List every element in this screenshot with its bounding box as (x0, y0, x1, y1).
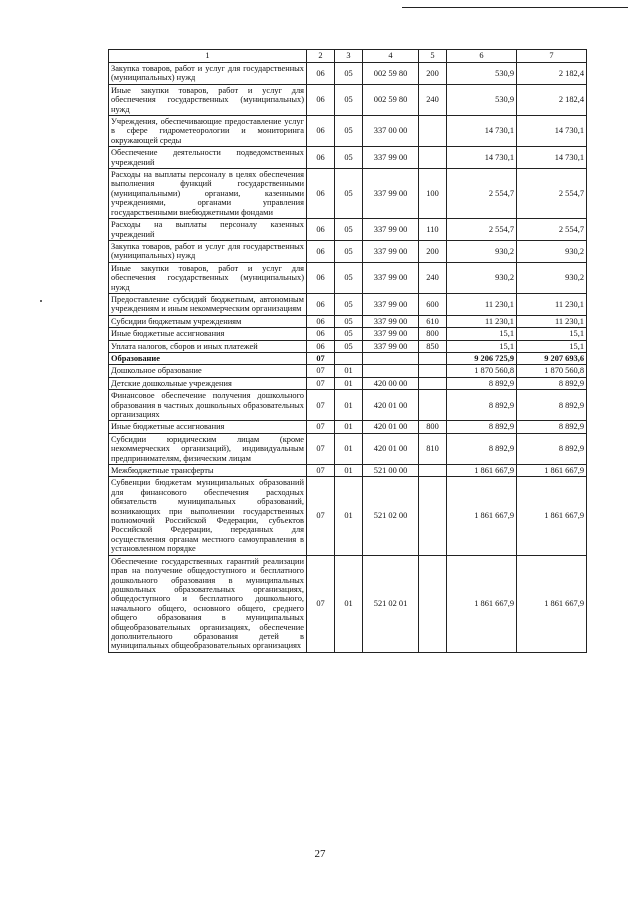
row-name: Межбюджетные трансферты (109, 465, 307, 477)
amount-year-1: 8 892,9 (447, 390, 517, 421)
table-row (109, 169, 587, 219)
amount-year-2: 11 230,1 (517, 315, 587, 327)
row-name: Иные бюджетные ассигнования (109, 421, 307, 433)
amount-year-1: 8 892,9 (447, 421, 517, 433)
amount-year-2: 2 554,7 (517, 219, 587, 241)
amount-year-2: 9 207 693,6 (517, 352, 587, 364)
section-code: 07 (307, 365, 335, 377)
amount-year-1: 14 730,1 (447, 116, 517, 147)
amount-year-2: 8 892,9 (517, 433, 587, 464)
scan-speck (40, 300, 42, 302)
amount-year-1: 1 861 667,9 (447, 465, 517, 477)
expense-type-code: 810 (419, 433, 447, 464)
row-name: Детские дошкольные учреждения (109, 377, 307, 389)
expense-type-code: 200 (419, 240, 447, 262)
subsection-code: 05 (335, 147, 363, 169)
amount-year-2: 14 730,1 (517, 116, 587, 147)
row-name: Субвенции бюджетам муниципальных образований для финансового обеспечения расходных обязательств муниципальных образований, возникающих при выполнении государственных полномочий Российской Федерации, субъектов Российской Федерации, переданных для осуществления органам местного самоуправления в установленном порядке (109, 477, 307, 555)
subsection-code: 01 (335, 465, 363, 477)
amount-year-2: 8 892,9 (517, 377, 587, 389)
expense-type-code (419, 365, 447, 377)
expense-type-code: 240 (419, 84, 447, 115)
col-header: 6 (447, 50, 517, 63)
col-header: 7 (517, 50, 587, 63)
subsection-code: 01 (335, 390, 363, 421)
table-row (109, 315, 587, 327)
row-name: Закупка товаров, работ и услуг для государственных (муниципальных) нужд (109, 63, 307, 85)
row-name: Уплата налогов, сборов и иных платежей (109, 340, 307, 352)
row-name: Расходы на выплаты персоналу в целях обеспечения выполнения функций государственными (муниципальными) органами, казенными учреждениями, органами управления государственными внебюджетными фондами (109, 169, 307, 219)
expense-type-code: 610 (419, 315, 447, 327)
row-name: Иные бюджетные ассигнования (109, 328, 307, 340)
amount-year-2: 930,2 (517, 240, 587, 262)
amount-year-1: 11 230,1 (447, 315, 517, 327)
table-row (109, 219, 587, 241)
amount-year-1: 1 861 667,9 (447, 477, 517, 555)
section-code: 06 (307, 315, 335, 327)
section-code: 06 (307, 147, 335, 169)
row-name: Обеспечение государственных гарантий реализации прав на получение общедоступного и бесплатного дошкольного образования в муниципальных дошкольных образовательных организациях, общедоступного и бесплатного дошкольного, начального общего, основного общего, среднего общего образования в муниципальных общеобразовательных организациях, обеспечение дополнительного образования детей в муниципальных общеобразовательных организациях (109, 555, 307, 652)
col-header: 5 (419, 50, 447, 63)
amount-year-1: 15,1 (447, 340, 517, 352)
target-article-code: 337 99 00 (363, 147, 419, 169)
section-code: 06 (307, 84, 335, 115)
row-name: Учреждения, обеспечивающие предоставление услуг в сфере гидрометеорологии и мониторинга окружающей среды (109, 116, 307, 147)
target-article-code: 337 99 00 (363, 328, 419, 340)
row-name: Дошкольное образование (109, 365, 307, 377)
target-article-code: 337 00 00 (363, 116, 419, 147)
amount-year-2: 15,1 (517, 340, 587, 352)
expense-type-code (419, 352, 447, 364)
table-row (109, 477, 587, 555)
table-row (109, 84, 587, 115)
table-row (109, 390, 587, 421)
amount-year-2: 8 892,9 (517, 421, 587, 433)
row-name: Предоставление субсидий бюджетным, автономным учреждениям и иным некоммерческим организациям (109, 293, 307, 315)
expense-type-code: 200 (419, 63, 447, 85)
table-row (109, 340, 587, 352)
page-number: 27 (314, 848, 326, 860)
subsection-code: 05 (335, 63, 363, 85)
col-header: 1 (109, 50, 307, 63)
target-article-code: 420 01 00 (363, 433, 419, 464)
amount-year-2: 1 861 667,9 (517, 465, 587, 477)
amount-year-1: 11 230,1 (447, 293, 517, 315)
section-code: 07 (307, 377, 335, 389)
table-row (109, 365, 587, 377)
amount-year-2: 930,2 (517, 262, 587, 293)
target-article-code: 337 99 00 (363, 169, 419, 219)
subsection-code: 01 (335, 433, 363, 464)
amount-year-1: 9 206 725,9 (447, 352, 517, 364)
row-name: Субсидии юридическим лицам (кроме некоммерческих организаций), индивидуальным предпринимателям, физическим лицам (109, 433, 307, 464)
section-code: 06 (307, 169, 335, 219)
target-article-code: 420 00 00 (363, 377, 419, 389)
row-name: Иные закупки товаров, работ и услуг для обеспечения государственных (муниципальных) нужд (109, 262, 307, 293)
subsection-code: 01 (335, 365, 363, 377)
subsection-code: 01 (335, 477, 363, 555)
amount-year-1: 930,2 (447, 240, 517, 262)
section-code: 06 (307, 262, 335, 293)
target-article-code: 337 99 00 (363, 340, 419, 352)
subsection-code: 01 (335, 377, 363, 389)
expense-type-code: 850 (419, 340, 447, 352)
amount-year-1: 2 554,7 (447, 169, 517, 219)
section-code: 07 (307, 465, 335, 477)
target-article-code: 521 02 00 (363, 477, 419, 555)
section-code: 07 (307, 352, 335, 364)
amount-year-1: 8 892,9 (447, 377, 517, 389)
subsection-code: 05 (335, 262, 363, 293)
section-code: 06 (307, 116, 335, 147)
section-code: 07 (307, 390, 335, 421)
subsection-code: 05 (335, 293, 363, 315)
table-row (109, 555, 587, 652)
col-header: 3 (335, 50, 363, 63)
expense-type-code (419, 390, 447, 421)
section-code: 07 (307, 555, 335, 652)
amount-year-2: 11 230,1 (517, 293, 587, 315)
subsection-code: 05 (335, 328, 363, 340)
row-name: Расходы на выплаты персоналу казенных учреждений (109, 219, 307, 241)
subsection-code: 01 (335, 555, 363, 652)
expense-type-code: 800 (419, 328, 447, 340)
amount-year-1: 1 870 560,8 (447, 365, 517, 377)
table-row (109, 147, 587, 169)
section-code: 07 (307, 477, 335, 555)
section-code: 06 (307, 240, 335, 262)
row-name: Обеспечение деятельности подведомственных учреждений (109, 147, 307, 169)
amount-year-2: 2 554,7 (517, 169, 587, 219)
section-code: 06 (307, 63, 335, 85)
table-row (109, 293, 587, 315)
table-row (109, 262, 587, 293)
expense-type-code (419, 147, 447, 169)
amount-year-2: 2 182,4 (517, 84, 587, 115)
target-article-code: 521 00 00 (363, 465, 419, 477)
table-row (109, 63, 587, 85)
target-article-code: 002 59 80 (363, 84, 419, 115)
col-header: 2 (307, 50, 335, 63)
col-header: 4 (363, 50, 419, 63)
column-number-row (109, 50, 587, 63)
expense-type-code: 800 (419, 421, 447, 433)
expense-type-code: 240 (419, 262, 447, 293)
table-row (109, 465, 587, 477)
target-article-code: 337 99 00 (363, 315, 419, 327)
target-article-code: 521 02 01 (363, 555, 419, 652)
row-name: Образование (109, 352, 307, 364)
target-article-code (363, 352, 419, 364)
top-rule (402, 7, 628, 8)
target-article-code: 337 99 00 (363, 240, 419, 262)
target-article-code: 337 99 00 (363, 219, 419, 241)
section-code: 06 (307, 219, 335, 241)
subsection-code: 05 (335, 116, 363, 147)
expense-type-code: 600 (419, 293, 447, 315)
section-code: 06 (307, 340, 335, 352)
amount-year-1: 15,1 (447, 328, 517, 340)
target-article-code: 002 59 80 (363, 63, 419, 85)
expense-type-code (419, 477, 447, 555)
expense-type-code: 110 (419, 219, 447, 241)
target-article-code: 420 01 00 (363, 421, 419, 433)
amount-year-1: 930,2 (447, 262, 517, 293)
section-code: 07 (307, 433, 335, 464)
table-row (109, 240, 587, 262)
table-row (109, 116, 587, 147)
table-row (109, 433, 587, 464)
budget-table-body (109, 50, 587, 653)
subsection-code (335, 352, 363, 364)
subsection-code: 05 (335, 340, 363, 352)
amount-year-2: 8 892,9 (517, 390, 587, 421)
amount-year-2: 15,1 (517, 328, 587, 340)
target-article-code: 420 01 00 (363, 390, 419, 421)
subsection-code: 05 (335, 240, 363, 262)
table-row (109, 352, 587, 364)
expense-type-code (419, 116, 447, 147)
amount-year-2: 1 861 667,9 (517, 477, 587, 555)
subsection-code: 05 (335, 169, 363, 219)
expense-type-code (419, 555, 447, 652)
row-name: Закупка товаров, работ и услуг для государственных (муниципальных) нужд (109, 240, 307, 262)
subsection-code: 01 (335, 421, 363, 433)
row-name: Субсидии бюджетным учреждениям (109, 315, 307, 327)
amount-year-2: 2 182,4 (517, 63, 587, 85)
row-name: Финансовое обеспечение получения дошкольного образования в частных дошкольных образовательных организациях (109, 390, 307, 421)
table-row (109, 328, 587, 340)
target-article-code: 337 99 00 (363, 262, 419, 293)
amount-year-1: 530,9 (447, 84, 517, 115)
section-code: 07 (307, 421, 335, 433)
section-code: 06 (307, 328, 335, 340)
amount-year-2: 1 870 560,8 (517, 365, 587, 377)
subsection-code: 05 (335, 84, 363, 115)
table-row (109, 421, 587, 433)
amount-year-2: 1 861 667,9 (517, 555, 587, 652)
amount-year-1: 8 892,9 (447, 433, 517, 464)
amount-year-1: 2 554,7 (447, 219, 517, 241)
amount-year-2: 14 730,1 (517, 147, 587, 169)
expense-type-code (419, 377, 447, 389)
amount-year-1: 14 730,1 (447, 147, 517, 169)
row-name: Иные закупки товаров, работ и услуг для обеспечения государственных (муниципальных) нужд (109, 84, 307, 115)
amount-year-1: 1 861 667,9 (447, 555, 517, 652)
expense-type-code (419, 465, 447, 477)
target-article-code: 337 99 00 (363, 293, 419, 315)
section-code: 06 (307, 293, 335, 315)
budget-table (108, 49, 587, 653)
target-article-code (363, 365, 419, 377)
table-row (109, 377, 587, 389)
subsection-code: 05 (335, 219, 363, 241)
expense-type-code: 100 (419, 169, 447, 219)
subsection-code: 05 (335, 315, 363, 327)
amount-year-1: 530,9 (447, 63, 517, 85)
